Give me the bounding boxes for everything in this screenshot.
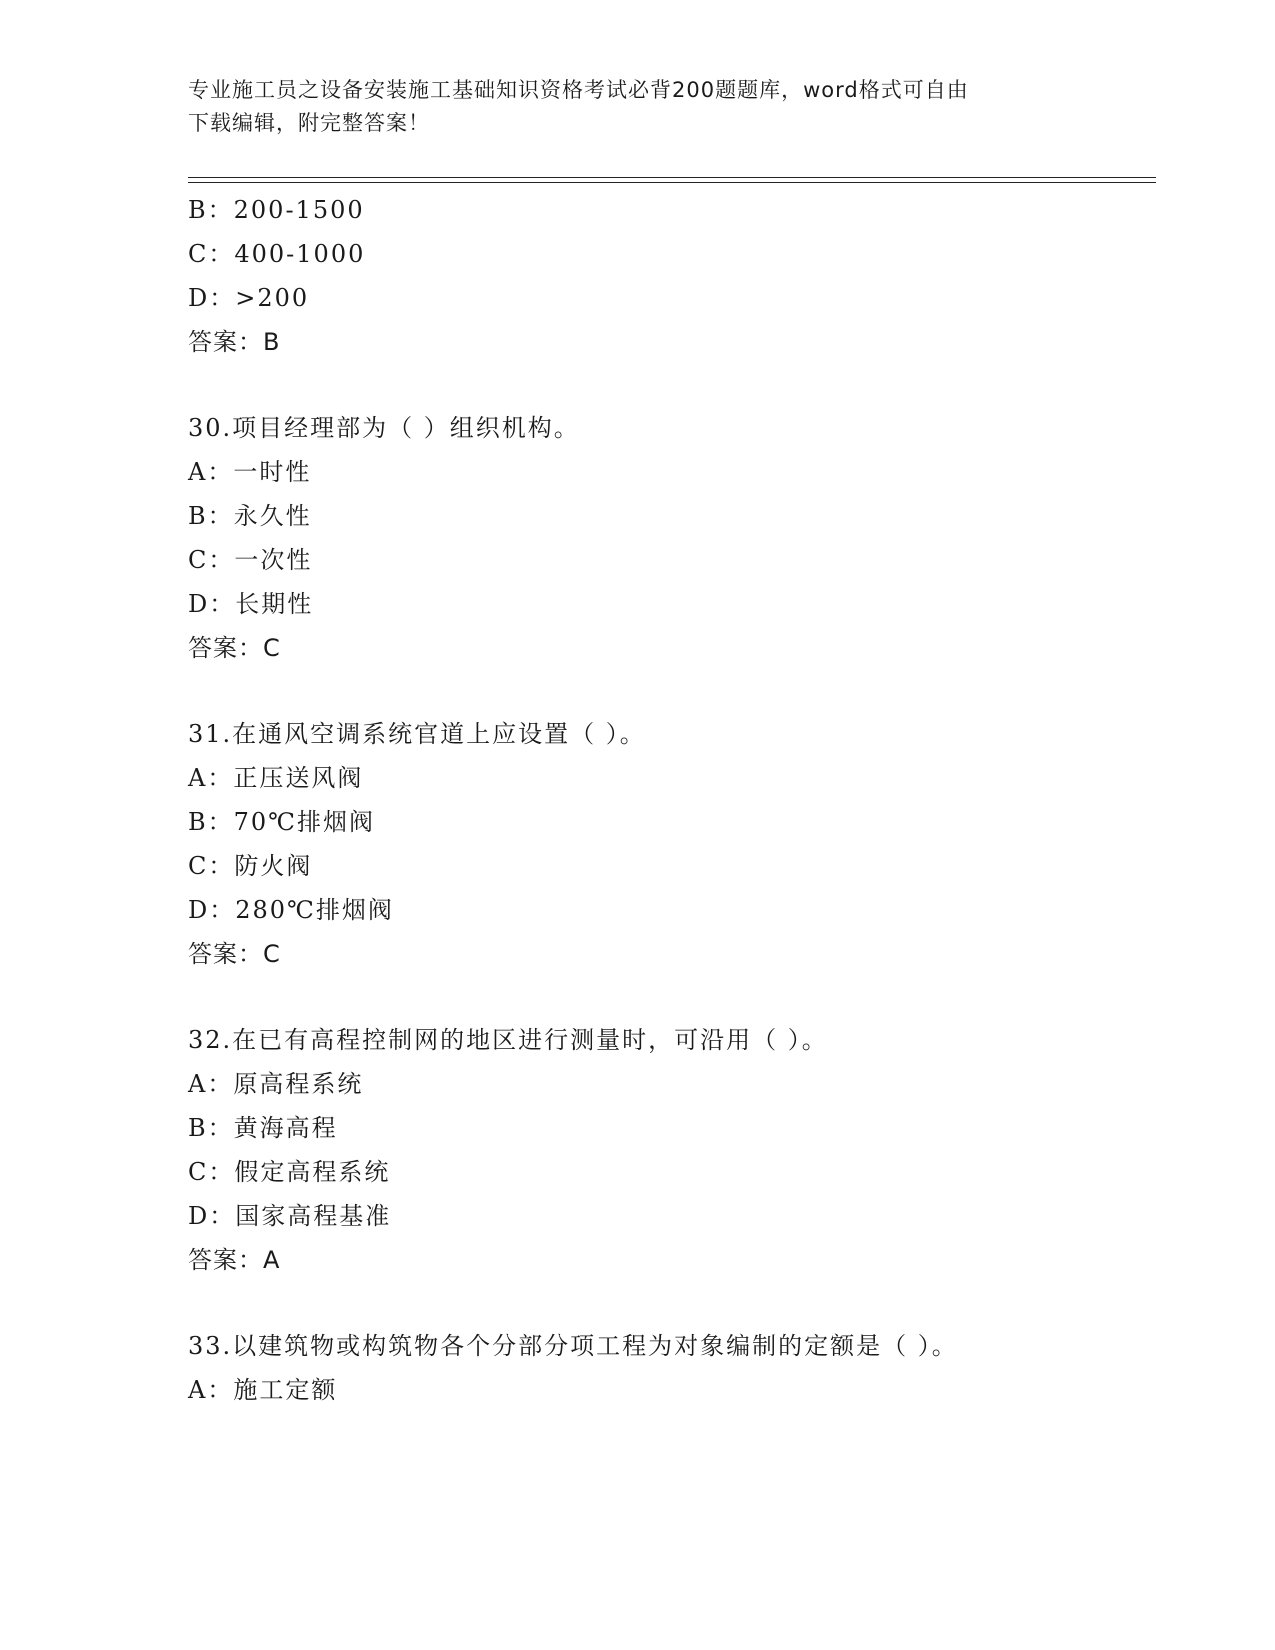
header-line-2: 下载编辑，附完整答案！: [188, 111, 430, 135]
option-b: B：70℃排烟阀: [188, 808, 376, 836]
answer: 答案：A: [188, 1246, 281, 1274]
option-c: C：400-1000: [188, 240, 366, 268]
document-header: [188, 74, 1088, 140]
question-stem: 30.项目经理部为（ ）组织机构。: [188, 414, 580, 442]
option-d: D：>200: [188, 284, 310, 312]
question-stem: 31.在通风空调系统官道上应设置（ ）。: [188, 720, 646, 748]
header-line-1: 专业施工员之设备安装施工基础知识资格考试必背200题题库，word格式可自由: [188, 78, 969, 102]
answer: 答案：C: [188, 940, 281, 968]
option-d: D：国家高程基准: [188, 1202, 392, 1230]
option-c: C：防火阀: [188, 852, 313, 880]
option-a: A：施工定额: [188, 1376, 338, 1404]
option-a: A：原高程系统: [188, 1070, 364, 1098]
option-b: B：200-1500: [188, 196, 365, 224]
answer: 答案：C: [188, 634, 281, 662]
option-c: C：假定高程系统: [188, 1158, 391, 1186]
option-b: B：黄海高程: [188, 1114, 338, 1142]
option-a: A：一时性: [188, 458, 312, 486]
option-a: A：正压送风阀: [188, 764, 364, 792]
header-divider-top: [188, 177, 1156, 178]
option-d: D：280℃排烟阀: [188, 896, 394, 924]
option-d: D：长期性: [188, 590, 314, 618]
answer: 答案：B: [188, 328, 281, 356]
option-b: B：永久性: [188, 502, 312, 530]
question-stem: 33.以建筑物或构筑物各个分部分项工程为对象编制的定额是（ ）。: [188, 1332, 958, 1360]
header-divider-bottom: [188, 182, 1156, 183]
question-stem: 32.在已有高程控制网的地区进行测量时，可沿用（ ）。: [188, 1026, 828, 1054]
option-c: C：一次性: [188, 546, 313, 574]
